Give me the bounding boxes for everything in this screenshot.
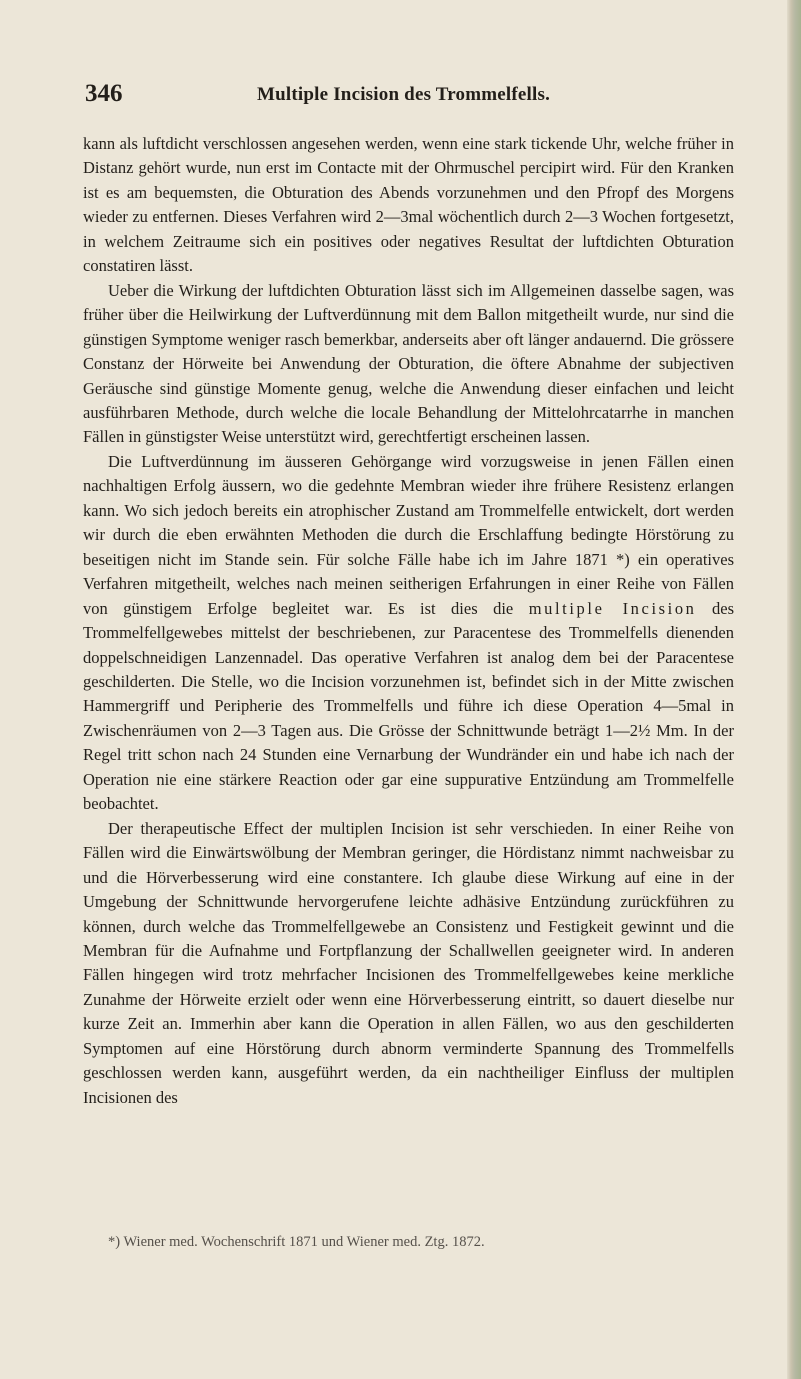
spaced-term-multiple-incision: multiple Incision (528, 598, 697, 618)
paragraph-3 (83, 450, 734, 817)
body-text (83, 132, 734, 1110)
paragraph-1: kann als luftdicht verschlossen angesehen werden, wenn eine stark tickende Uhr, welche früher in Distanz gehört wurde, nun erst im Contacte mit der Ohrmuschel percipirt wird. Für den Kranken ist es am bequemsten, die Obturation des Abends vorzunehmen und den Pfropf des Morgens wieder zu entfernen. Dieses Verfahren wird 2—3mal wöchentlich durch 2—3 Wochen fortgesetzt, in welchem Zeitraume sich ein positives oder negatives Resultat der luftdichten Obturation constatiren lässt. (83, 134, 734, 276)
running-title: Multiple Incision des Trommelfells. (257, 84, 551, 105)
page-edge (787, 0, 801, 1379)
footnote: *) Wiener med. Wochenschrift 1871 und Wiener med. Ztg. 1872. (108, 1234, 485, 1250)
paragraph-4: Der therapeutische Effect der multiplen Incision ist sehr verschieden. In einer Reihe von Fällen wird die Einwärtswölbung der Membran geringer, die Hördistanz nimmt nachweisbar zu und die Hörverbesserung wird eine constantere. Ich glaube diese Wirkung auf eine in der Umgebung der Schnittwunde hervorgerufene leichte adhäsive Entzündung zurückführen zu können, durch welche das Trommelfellgewebe an Consistenz und Festigkeit gewinnt und die Membran für die Aufnahme und Fortpflanzung der Schallwellen geeigneter wird. In anderen Fällen hingegen wird trotz mehrfacher Incisionen des Trommelfellgewebes keine merkliche Zunahme der Hörweite erzielt oder wenn eine Hörverbesserung eintritt, so dauert dieselbe nur kurze Zeit an. Immerhin aber kann die Operation in allen Fällen, wo aus den geschilderten Symptomen auf eine Hörstörung durch abnorm verminderte Spannung des Trommelfells geschlossen werden kann, ausgeführt werden, da ein nachtheiliger Einfluss der multiplen Incisionen des (83, 818, 734, 1107)
paragraph-3-part-2: des Trommelfellgewebes mittelst der beschriebenen, zur Paracentese des Trommelfells dienenden doppelschneidigen Lanzennadel. Das operative Verfahren ist analog dem bei der Paracentese geschilderten. Die Stelle, wo die Incision vorzunehmen ist, befindet sich in der Mitte zwischen Hammergriff und Peripherie des Trommelfells und führe ich diese Operation 4—5mal in Zwischenräumen von 2—3 Tagen aus. Die Grösse der Schnittwunde beträgt 1—2½ Mm. In der Regel tritt schon nach 24 Stunden eine Vernarbung der Wundränder ein und habe ich nach der Operation nie eine stärkere Reaction oder gar eine suppurative Entzündung am Trommelfelle beobachtet. (83, 598, 735, 814)
page-header (85, 80, 725, 110)
paragraph-2: Ueber die Wirkung der luftdichten Obturation lässt sich im Allgemeinen dasselbe sagen, was früher über die Heilwirkung der Luftverdünnung mit dem Ballon mitgetheilt wurde, nur sind die günstigen Symptome weniger rasch bemerkbar, anderseits aber oft länger andauernd. Die grössere Constanz der Hörweite bei Anwendung der Obturation, die öftere Abnahme der subjectiven Geräusche sind günstige Momente genug, welche die Anwendung dieser einfachen und leicht ausführbaren Methode, durch welche die locale Behandlung der Mittelohrcatarrhe in manchen Fällen in günstigster Weise unterstützt wird, gerechtfertigt erscheinen lassen. (83, 280, 734, 447)
page-number: 346 (85, 80, 123, 107)
paragraph-3-part-1: Die Luftverdünnung im äusseren Gehörgange wird vorzugsweise in jenen Fällen einen nachhaltigen Erfolg äussern, wo die gedehnte Membran wieder ihre frühere Resistenz erlangen kann. Wo sich jedoch bereits ein atrophischer Zustand am Trommelfelle entwickelt, dort werden wir durch die eben erwähnten Methoden die durch die Erschlaffung bedingte Hörstörung zu beseitigen nicht im Stande sein. Für solche Fälle habe ich im Jahre 1871 *) ein operatives Verfahren mitgetheilt, welches nach meinen seitherigen Erfahrungen in einer Reihe von Fällen von günstigem Erfolge begleitet war. Es ist dies die (83, 451, 734, 618)
